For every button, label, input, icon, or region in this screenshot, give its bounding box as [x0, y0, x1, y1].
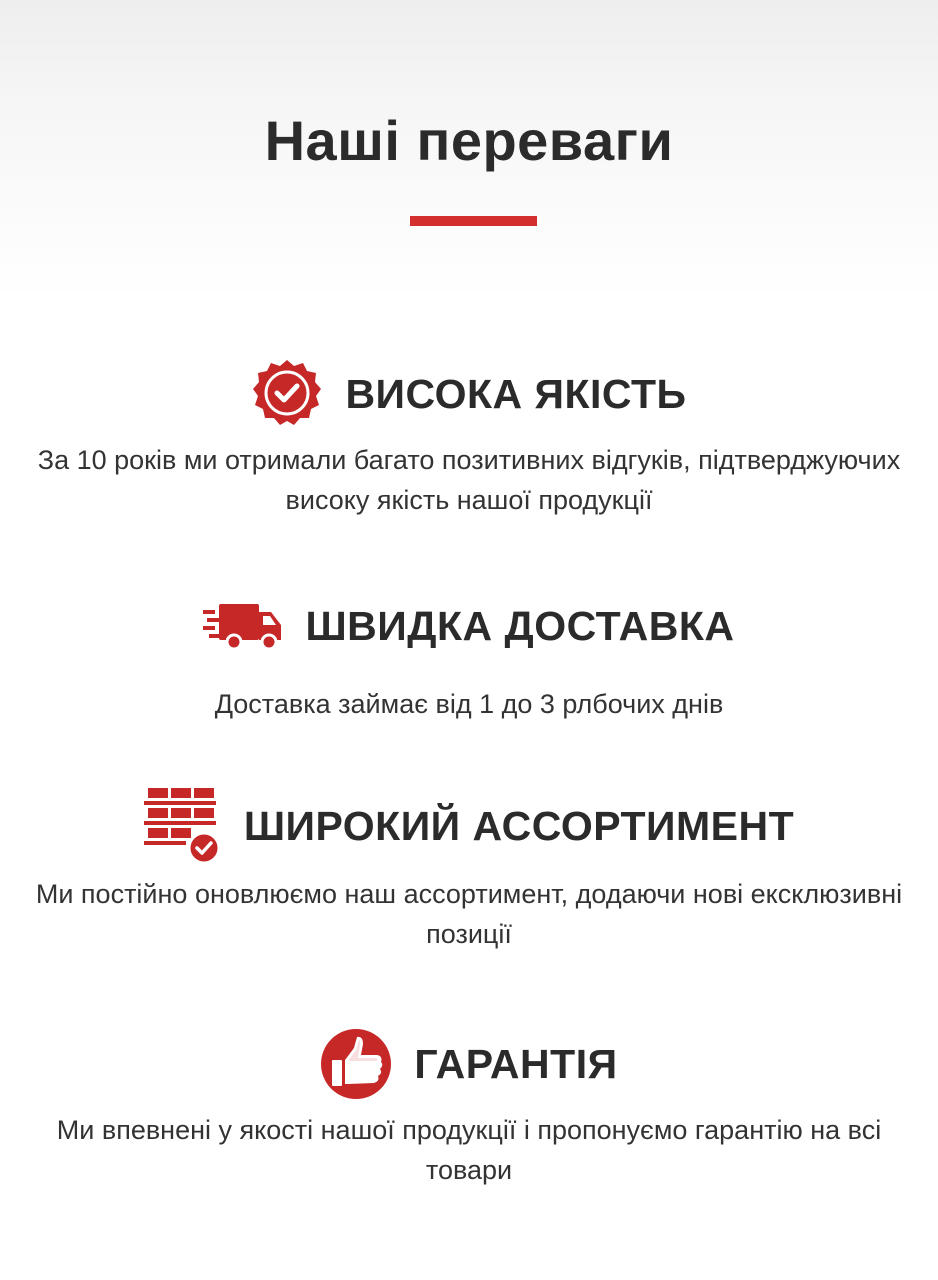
feature-heading	[0, 358, 938, 430]
thumbs-up-icon	[320, 1028, 392, 1100]
feature-guarantee	[0, 1028, 938, 1190]
feature-heading	[0, 598, 938, 654]
feature-heading	[0, 786, 938, 866]
feature-wide-assortment	[0, 786, 938, 954]
feature-description: Ми постійно оновлюємо наш ассортимент, додаючи нові ексклюзивні позиції	[35, 879, 903, 949]
feature-description: Ми впевнені у якості нашої продукції і пропонуємо гарантію на всі товари	[56, 1115, 882, 1185]
feature-heading	[0, 1028, 938, 1100]
feature-high-quality	[0, 358, 938, 520]
feature-title: ШИРОКИЙ АССОРТИМЕНТ	[243, 802, 795, 849]
assortment-bricks-icon	[144, 786, 222, 866]
delivery-truck-icon	[203, 598, 283, 654]
page-title: Наші переваги	[264, 109, 674, 172]
feature-title: ШВИДКА ДОСТАВКА	[305, 602, 735, 649]
feature-title: ГАРАНТІЯ	[414, 1040, 618, 1087]
feature-description: За 10 років ми отримали багато позитивних відгуків, підтверджуючих високу якість нашої продукції	[37, 445, 901, 515]
feature-fast-delivery	[0, 598, 938, 724]
title-underline	[410, 216, 537, 226]
quality-badge-icon	[251, 358, 323, 430]
feature-title: ВИСОКА ЯКІСТЬ	[345, 370, 687, 417]
feature-description: Доставка займає від 1 до 3 рлбочих днів	[214, 689, 724, 719]
